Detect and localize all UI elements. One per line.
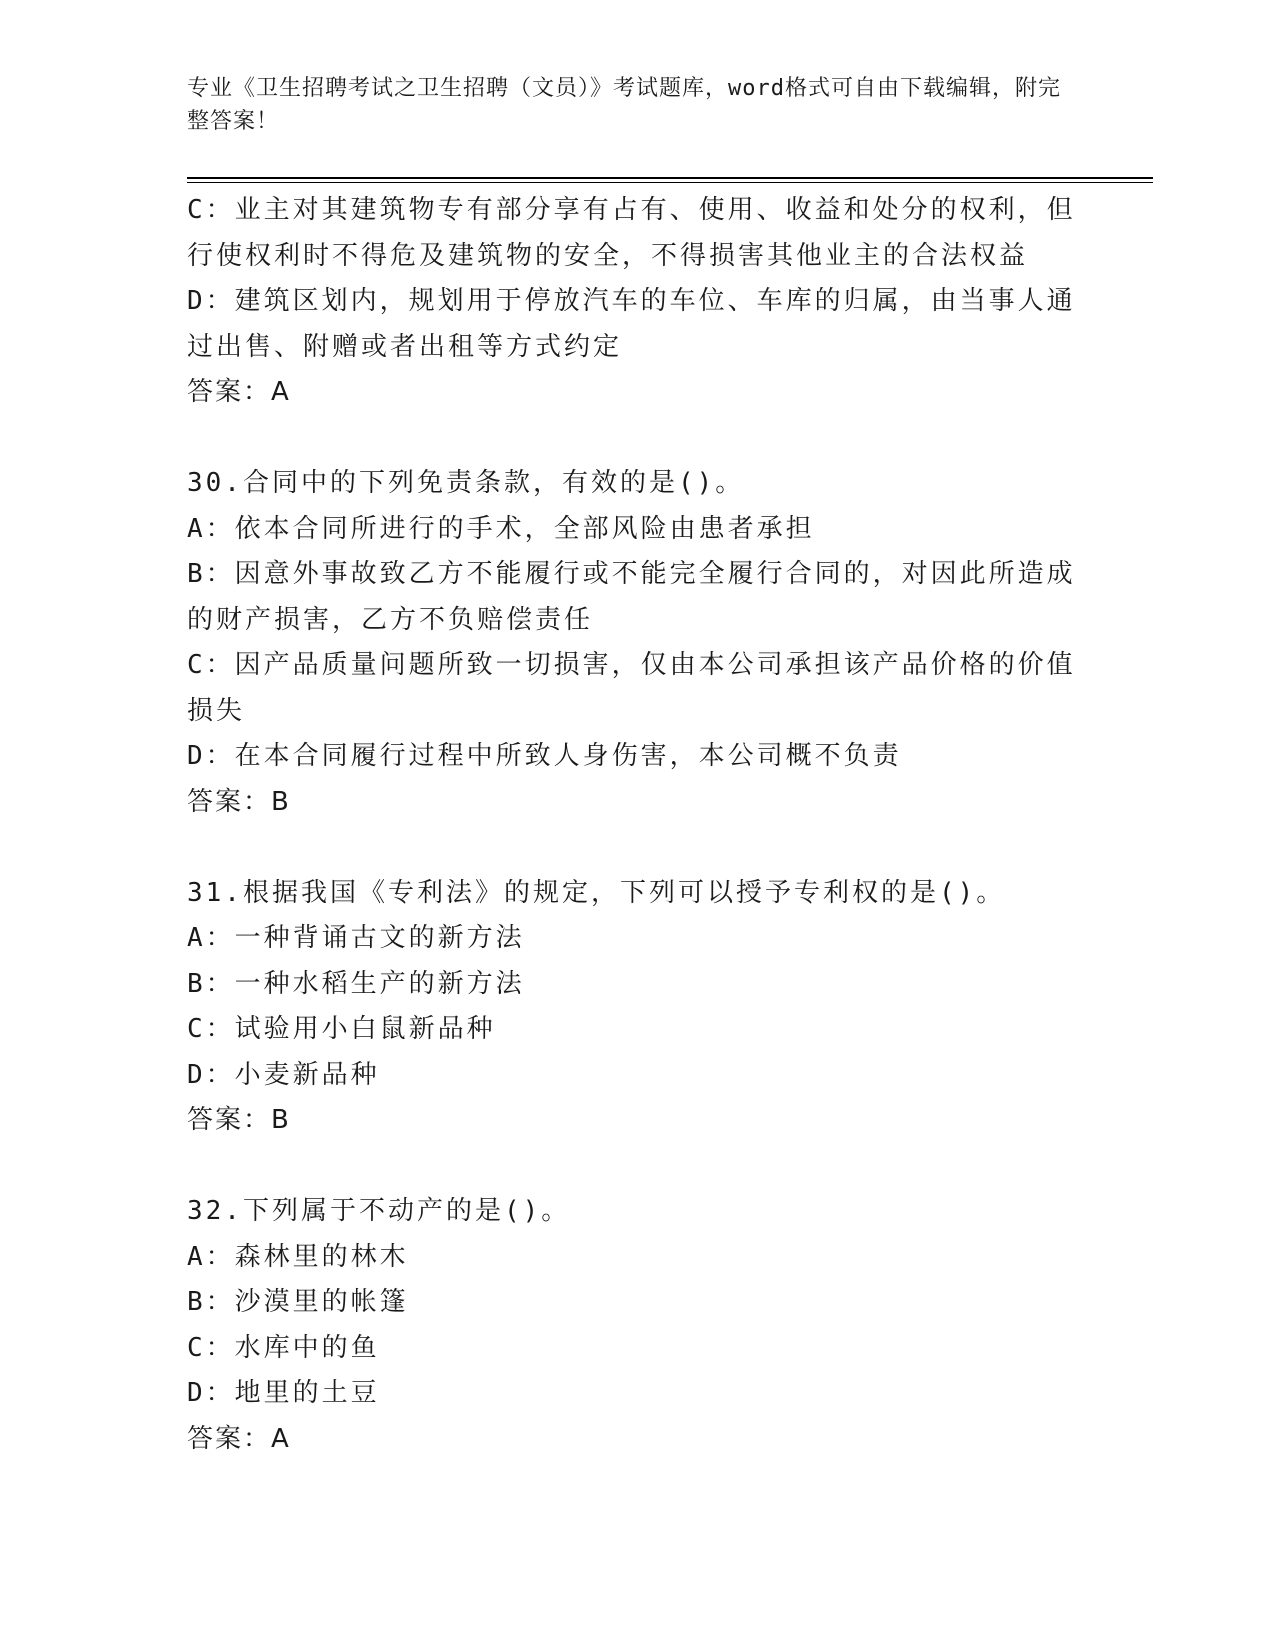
answer-line: 答案：A (187, 1423, 291, 1454)
option-d: D：建筑区划内，规划用于停放汽车的车位、车库的归属，由当事人通过出售、附赠或者出租等方式约定 (187, 286, 1076, 362)
option-b: B：沙漠里的帐篷 (187, 1287, 409, 1317)
answer-line: 答案：B (187, 1105, 291, 1135)
option-c: C：水库中的鱼 (187, 1332, 380, 1363)
question-block-30 (187, 461, 1077, 825)
option-a: A：依本合同所进行的手术，全部风险由患者承担 (187, 513, 815, 544)
answer-line: 答案：B (187, 786, 291, 817)
option-d: D：小麦新品种 (187, 1059, 380, 1090)
option-a: A：森林里的林木 (187, 1241, 409, 1272)
question-block-31 (187, 871, 1077, 1144)
question-block-29 (187, 188, 1077, 416)
question-stem: 32.下列属于不动产的是()。 (187, 1196, 571, 1226)
option-b: B：因意外事故致乙方不能履行或不能完全履行合同的，对因此所造成的财产损害，乙方不负赔偿责任 (187, 559, 1076, 635)
option-c: C：业主对其建筑物专有部分享有占有、使用、收益和处分的权利，但行使权利时不得危及建筑物的安全，不得损害其他业主的合法权益 (187, 195, 1076, 271)
question-block-32 (187, 1189, 1077, 1462)
option-d: D：在本合同履行过程中所致人身伤害，本公司概不负责 (187, 741, 902, 771)
option-c: C：因产品质量问题所致一切损害，仅由本公司承担该产品价格的价值损失 (187, 650, 1076, 726)
spacer (187, 1144, 1077, 1190)
question-list (187, 188, 1077, 1462)
option-a: A：一种背诵古文的新方法 (187, 923, 525, 953)
option-c: C：试验用小白鼠新品种 (187, 1014, 496, 1044)
option-b: B：一种水稻生产的新方法 (187, 968, 525, 999)
page-header: 专业《卫生招聘考试之卫生招聘（文员）》考试题库，word格式可自由下载编辑，附完整答案！ (187, 76, 1061, 134)
question-stem: 30.合同中的下列免责条款，有效的是()。 (187, 468, 745, 498)
option-d: D：地里的土豆 (187, 1378, 380, 1408)
spacer (187, 416, 1077, 462)
answer-line: 答案：A (187, 377, 291, 407)
spacer (187, 825, 1077, 871)
question-stem: 31.根据我国《专利法》的规定，下列可以授予专利权的是()。 (187, 877, 1006, 908)
header-rule-thick (187, 177, 1153, 179)
header-rule-thin (187, 182, 1153, 183)
